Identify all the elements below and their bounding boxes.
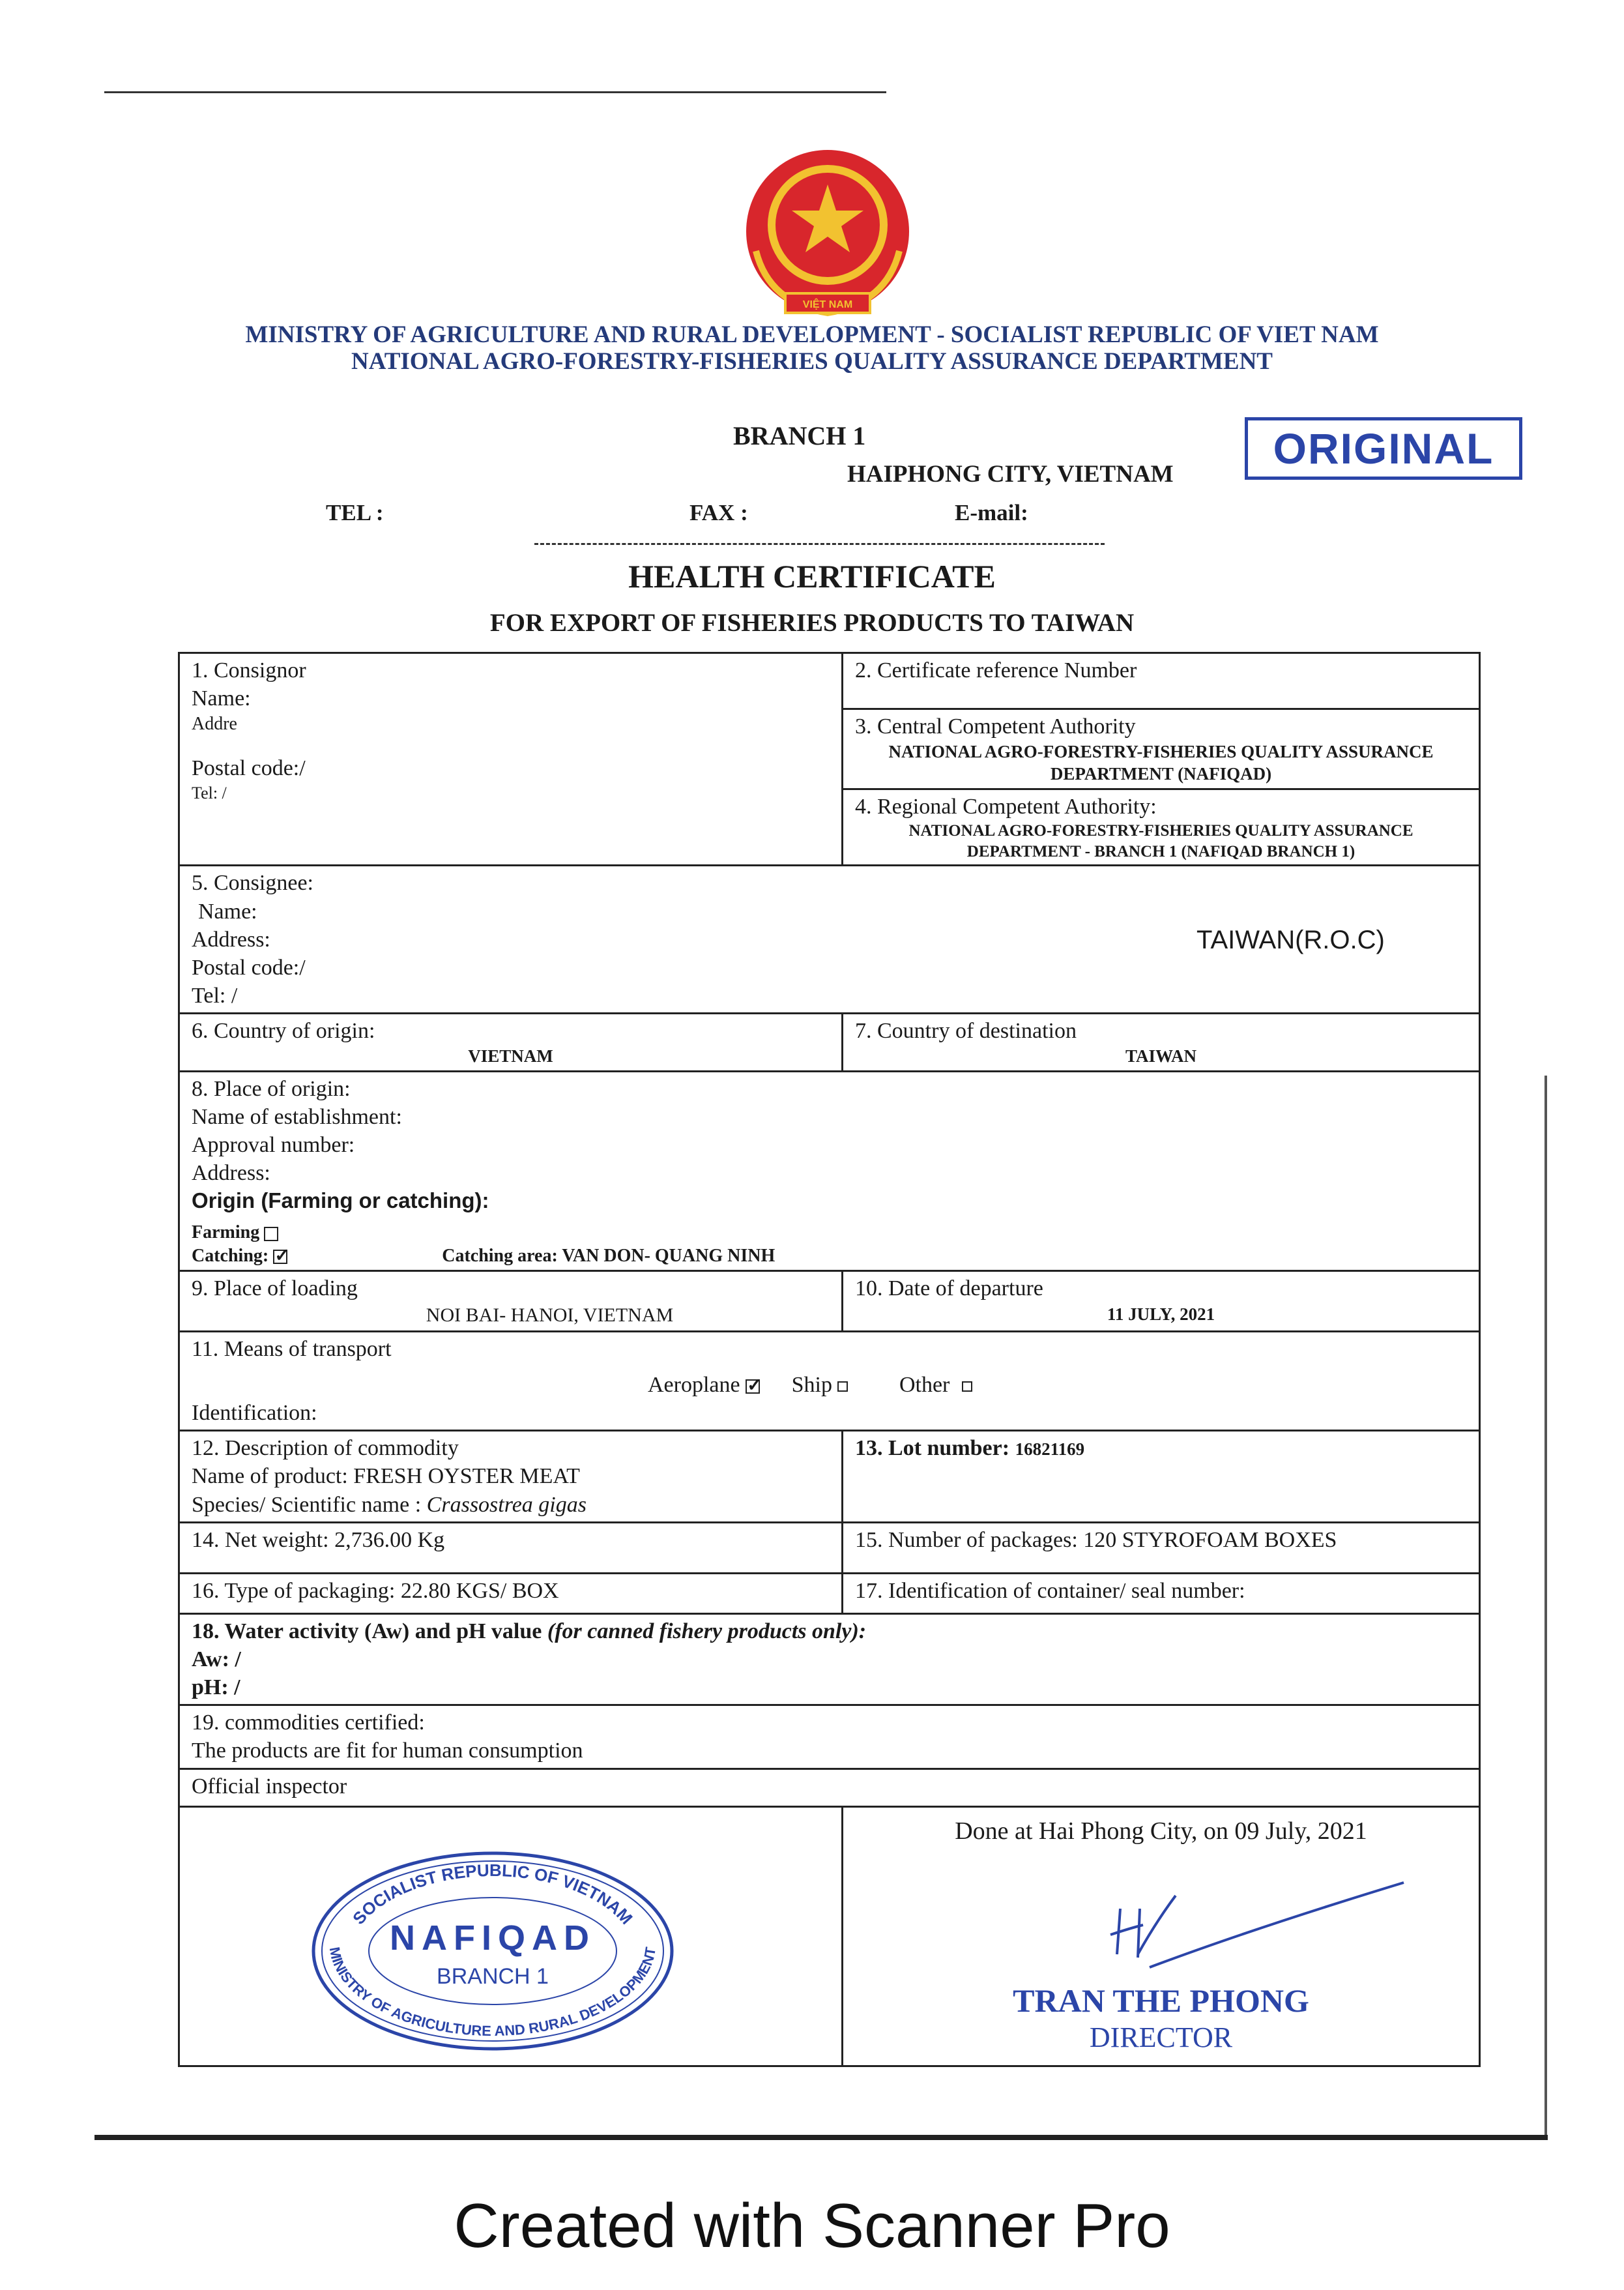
signatory-title: DIRECTOR [1089,2021,1233,2053]
origin-country-value: VIETNAM [468,1046,553,1066]
ship-checkbox[interactable] [837,1381,848,1392]
place-of-origin-label: 8. Place of origin: [192,1076,351,1101]
place-of-loading-value: NOI BAI- HANOI, VIETNAM [426,1304,674,1326]
place-of-origin-cell [179,1071,1480,1271]
consignee-name: Name: [198,899,257,924]
branch-label: BRANCH 1 [733,421,866,450]
seal-top-arc: SOCIALIST REPUBLIC OF VIETNAM [349,1860,637,1928]
signature-cell [843,1806,1480,2066]
central-authority-cell [843,709,1480,789]
product-name: Name of product: FRESH OYSTER MEAT [192,1464,580,1489]
destination-country-cell [843,1014,1480,1071]
city-label: HAIPHONG CITY, VIETNAM [847,461,1174,488]
emblem-text: VIỆT NAM [802,299,853,310]
consignor-tel: Tel: / [192,784,227,803]
certified-label: 19. commodities certified: [192,1710,425,1735]
transport-label: 11. Means of transport [192,1336,392,1361]
packaging-cell [179,1573,843,1613]
commodity-cell [179,1431,843,1523]
species-value: Crassostrea gigas [426,1492,587,1517]
fax-label: FAX : [689,500,748,525]
water-activity-note: (for canned fishery products only): [547,1619,867,1643]
consignor-name: Name: [192,686,251,711]
water-activity-label: 18. Water activity (Aw) and pH value [192,1619,542,1643]
consignee-label: 5. Consignee: [192,871,313,896]
ministry-line: MINISTRY OF AGRICULTURE AND RURAL DEVELOPMENT - SOCIALIST REPUBLIC OF VIET NAM [245,321,1379,348]
packaging: 16. Type of packaging: 22.80 KGS/ BOX [192,1578,559,1603]
email-label: E-mail: [955,500,1028,525]
packages: 15. Number of packages: 120 STYROFOAM BOXES [855,1527,1337,1552]
destination-country-label: 7. Country of destination [855,1019,1077,1044]
scan-bottom-edge [94,2135,1548,2140]
department-line: NATIONAL AGRO-FORESTRY-FISHERIES QUALITY ASSURANCE DEPARTMENT [351,348,1273,375]
central-authority-value: NATIONAL AGRO-FORESTRY-FISHERIES QUALITY ASSURANCE DEPARTMENT (NAFIQAD) [888,742,1434,784]
origin-country-cell [179,1014,843,1071]
central-authority-label: 3. Central Competent Authority [855,714,1136,739]
consignor-postal: Postal code:/ [192,756,306,780]
identification-label: Identification: [192,1401,317,1426]
consignee-tel: Tel: / [192,984,238,1008]
origin-type-label: Origin (Farming or catching): [192,1188,489,1213]
header-divider [534,543,1105,545]
ship-label: Ship [791,1372,832,1397]
destination-country-value: TAIWAN [1125,1046,1196,1066]
regional-authority-value: NATIONAL AGRO-FORESTRY-FISHERIES QUALITY ASSURANCE DEPARTMENT - BRANCH 1 (NAFIQAD BRANCH 1) [908,821,1414,860]
lot-label: 13. Lot number: [855,1436,1010,1461]
approval-label: Approval number: [192,1133,355,1158]
other-checkbox[interactable] [962,1381,972,1392]
farming-checkbox[interactable] [264,1227,278,1241]
catching-area: Catching area: VAN DON- QUANG NINH [442,1245,776,1266]
establishment-label: Name of establishment: [192,1104,402,1129]
original-stamp: ORIGINAL [1245,417,1522,480]
nafiqad-seal-icon [304,1847,682,2055]
seal-bottom-arc: MINISTRY OF AGRICULTURE AND RURAL DEVELOPMENT [326,1945,660,2039]
scanner-watermark: Created with Scanner Pro [454,2191,1170,2261]
document-subtitle: FOR EXPORT OF FISHERIES PRODUCTS TO TAIWAN [489,609,1135,637]
done-at: Done at Hai Phong City, on 09 July, 2021 [955,1817,1367,1845]
consignee-country: TAIWAN(R.O.C) [1196,926,1385,955]
aeroplane-label: Aeroplane [648,1372,740,1397]
cert-ref-label: 2. Certificate reference Number [855,658,1137,683]
certified-value: The products are fit for human consumption [192,1739,583,1763]
packages-cell [843,1522,1480,1573]
species-label: Species/ Scientific name : [192,1492,422,1517]
aw-value: Aw: / [192,1647,241,1671]
place-of-loading-label: 9. Place of loading [192,1276,358,1301]
consignee-address: Address: [192,927,270,952]
departure-date-cell [843,1271,1480,1331]
departure-date-value: 11 JULY, 2021 [1107,1304,1215,1324]
container-cell [843,1573,1480,1613]
farming-label: Farming [192,1222,260,1243]
place-of-loading-cell [179,1271,843,1331]
lot-cell [843,1431,1480,1523]
scan-right-edge [1544,1076,1547,2138]
net-weight: 14. Net weight: 2,736.00 Kg [192,1527,445,1552]
origin-address-label: Address: [192,1161,270,1186]
consignor-address: Addre [192,714,237,735]
regional-authority-label: 4. Regional Competent Authority: [855,794,1157,819]
container-seal: 17. Identification of container/ seal number: [855,1578,1245,1603]
seal-branch: BRANCH 1 [437,1963,549,1989]
certified-cell [179,1705,1480,1769]
certificate-table [178,652,1481,2067]
consignor-cell [179,653,843,866]
catching-checkbox[interactable] [273,1250,287,1264]
other-label: Other [899,1372,950,1397]
consignee-postal: Postal code:/ [192,955,306,980]
catching-label: Catching: [192,1245,269,1266]
net-weight-cell [179,1522,843,1573]
seal-cell [179,1806,843,2066]
origin-country-label: 6. Country of origin: [192,1019,375,1044]
consignee-cell [179,866,1480,1014]
seal-center: NAFIQAD [390,1918,596,1958]
document-title: HEALTH CERTIFICATE [628,558,996,595]
tel-label: TEL : [326,500,384,525]
scan-top-edge [104,91,886,93]
commodity-label: 12. Description of commodity [192,1436,459,1461]
transport-cell [179,1331,1480,1431]
departure-date-label: 10. Date of departure [855,1276,1043,1301]
inspector-label: Official inspector [192,1774,347,1798]
consignor-label: 1. Consignor [192,658,306,683]
lot-value: 16821169 [1015,1439,1085,1460]
aeroplane-checkbox[interactable] [746,1379,760,1394]
water-activity-cell [179,1613,1480,1705]
signatory-name: TRAN THE PHONG [1013,1982,1309,2019]
cert-ref-cell [843,653,1480,709]
national-emblem-icon [730,147,925,323]
ph-value: pH: / [192,1675,240,1700]
regional-authority-cell [843,789,1480,866]
inspector-cell [179,1769,1480,1806]
